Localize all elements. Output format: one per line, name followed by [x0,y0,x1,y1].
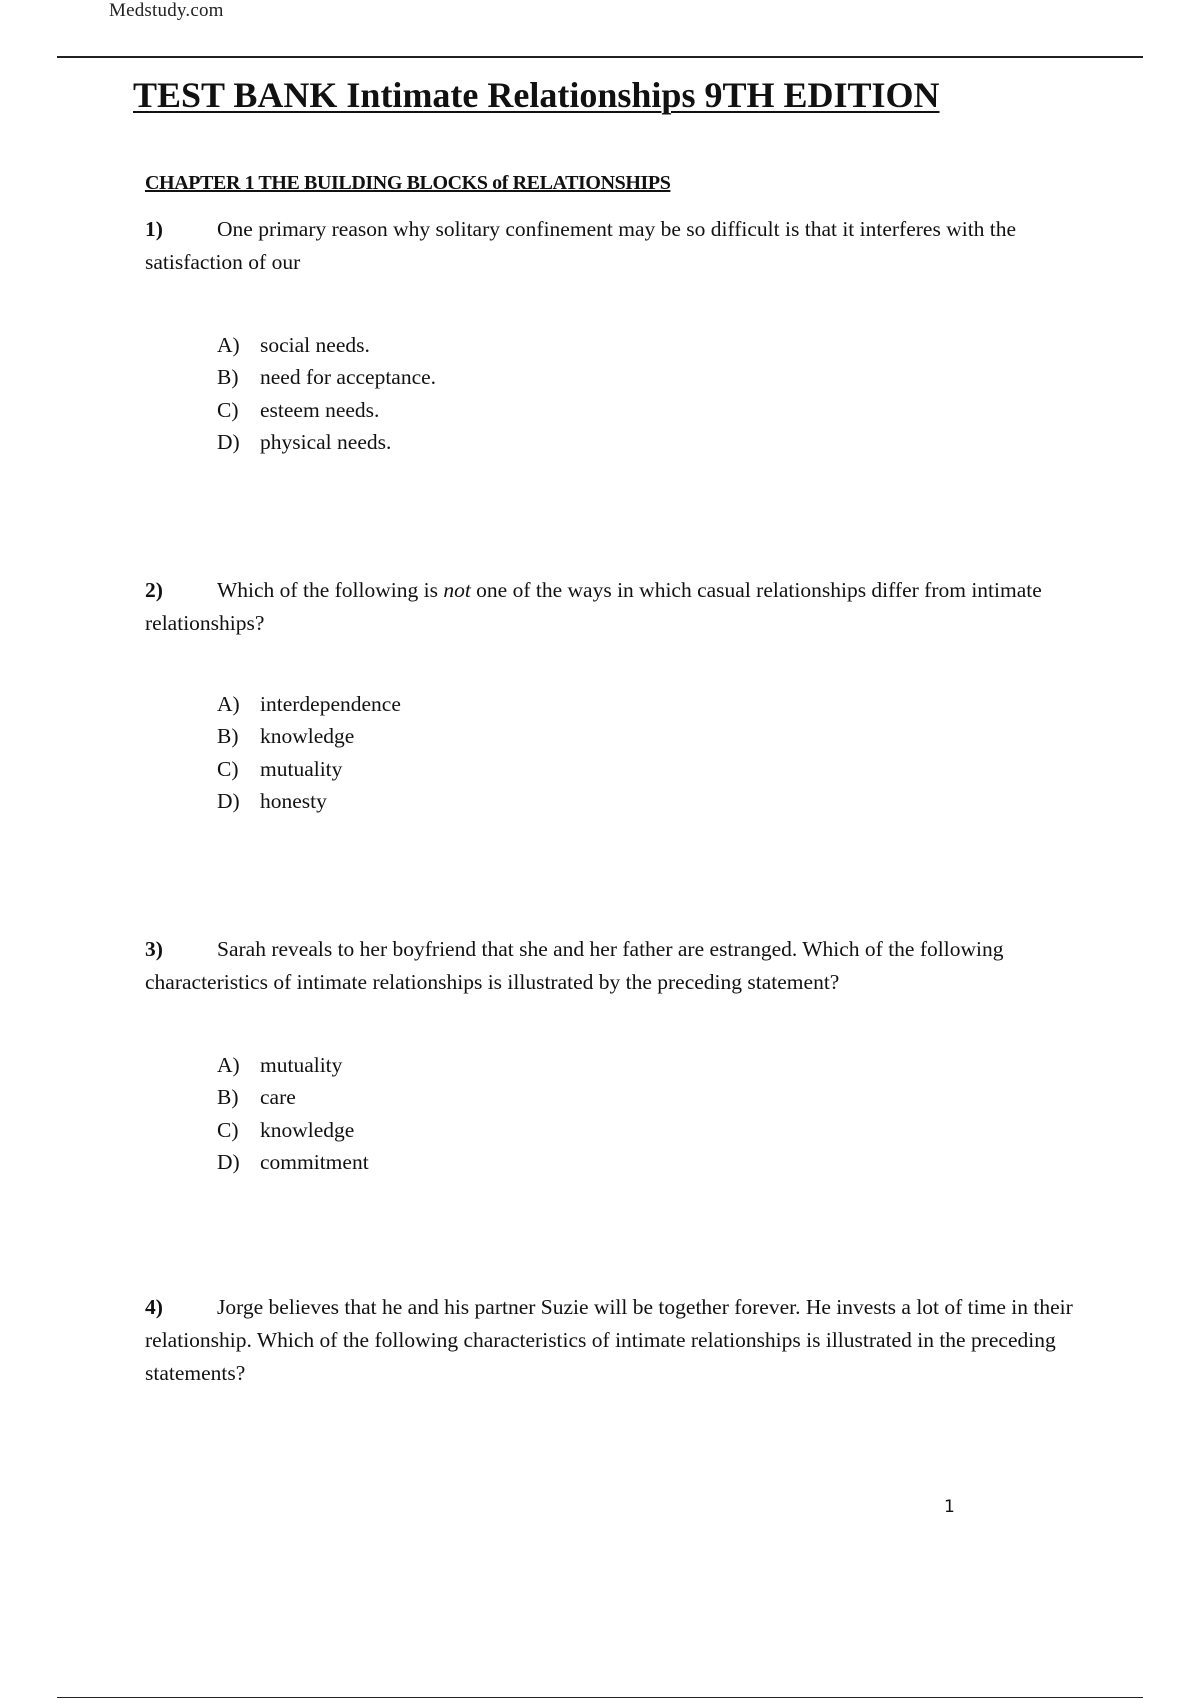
option-text: physical needs. [260,429,392,454]
answer-option [217,361,436,393]
answer-options [217,688,401,817]
option-letter: D) [217,1149,240,1174]
answer-option [217,1049,369,1081]
question-prompt-start: Which of the following is [217,578,444,602]
question-number: 2) [145,578,163,602]
question-prompt: Sarah reveals to her boyfriend that she and her father are estranged. Which of the following characteristics of intimate relationships is illustrated by the preceding statement? [145,937,1004,994]
question-4 [145,1291,1105,1390]
answer-option [217,426,436,458]
answer-option [217,1114,369,1146]
option-letter: C) [217,1117,239,1142]
question-3 [145,933,1105,1174]
question-2 [145,574,1105,813]
option-text: interdependence [260,692,401,716]
option-text: honesty [260,788,327,813]
option-text: commitment [260,1149,369,1174]
answer-option [217,1081,369,1113]
answer-option [217,785,401,817]
question-number: 1) [145,217,163,241]
answer-option [217,1146,369,1178]
option-letter: A) [217,1053,240,1077]
option-text: knowledge [260,724,355,749]
option-letter: A) [217,333,240,357]
page-number: 1 [944,1497,955,1517]
option-letter: B) [217,724,239,749]
question-1 [145,213,1105,454]
question-prompt: One primary reason why solitary confinement may be so difficult is that it interferes with the satisfaction of our [145,217,1017,274]
option-text: need for acceptance. [260,365,437,390]
question-prompt-end: one of the ways in which casual relationships differ from intimate relationships? [145,578,1042,635]
question-text [145,574,1105,640]
answer-option [217,753,401,785]
answer-options [217,329,436,458]
question-number: 3) [145,937,163,961]
question-emphasis: not [443,578,471,602]
option-text: knowledge [260,1117,355,1142]
option-text: care [260,1085,296,1110]
option-letter: C) [217,756,239,781]
chapter-heading: CHAPTER 1 THE BUILDING BLOCKS of RELATIONSHIPS [145,172,671,194]
answer-option [217,688,401,720]
answer-option [217,329,436,361]
document-title: TEST BANK Intimate Relationships 9TH EDITION [133,75,940,115]
option-letter: D) [217,429,240,454]
option-letter: A) [217,692,240,716]
answer-option [217,394,436,426]
option-letter: B) [217,365,239,390]
header-divider [57,56,1143,58]
footer-divider [57,1697,1143,1698]
question-text [145,933,1105,999]
option-text: esteem needs. [260,397,380,422]
answer-options [217,1049,369,1178]
question-number: 4) [145,1295,163,1319]
question-text [145,1291,1105,1390]
question-text [145,213,1105,279]
option-letter: C) [217,397,239,422]
question-prompt: Jorge believes that he and his partner Suzie will be together forever. He invests a lot of time in their relationship. Which of the following characteristics of intimate relationships is illustrated in the preceding statements? [145,1295,1073,1385]
option-text: social needs. [260,333,370,357]
answer-option [217,720,401,752]
option-text: mutuality [260,756,343,781]
option-letter: B) [217,1085,239,1110]
option-letter: D) [217,788,240,813]
site-name: Medstudy.com [109,0,224,21]
option-text: mutuality [260,1053,343,1077]
